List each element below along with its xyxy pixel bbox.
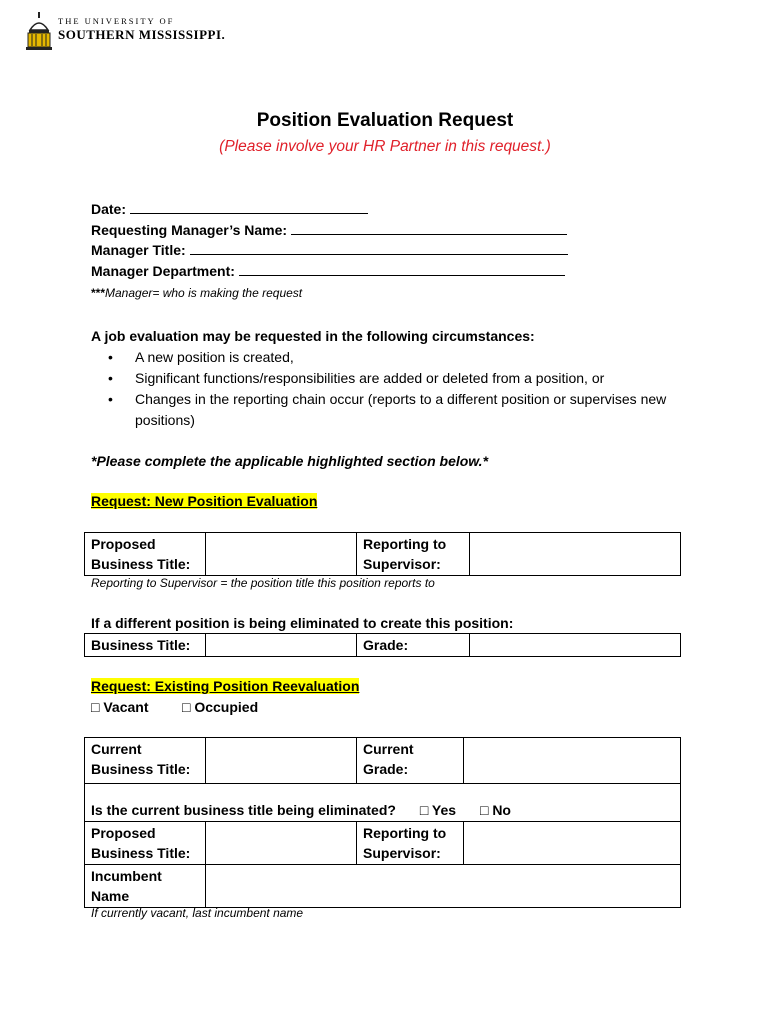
manager-department-field[interactable] [91, 263, 565, 279]
logo-line2: SOUTHERN MISSISSIPPI. [58, 27, 226, 42]
new-position-heading-text: Request: New Position Evaluation [91, 493, 318, 509]
current-grade-line2: Grade: [363, 761, 409, 777]
dome-icon [26, 12, 52, 52]
grade-label: Grade: [357, 634, 470, 657]
reporting-label-line1: Reporting to [363, 536, 447, 552]
logo-line1: THE UNIVERSITY OF [58, 16, 175, 26]
reporting-label-line2: Supervisor: [363, 556, 441, 572]
list-item: • A new position is created, [108, 347, 708, 368]
reporting-line2: Supervisor: [363, 845, 441, 861]
manager-department-blank[interactable] [239, 263, 565, 276]
circumstances-heading: A job evaluation may be requested in the following circumstances: [91, 328, 535, 344]
existing-position-table [84, 737, 681, 908]
reporting-note: Reporting to Supervisor = the position title this position reports to [91, 576, 435, 590]
manager-title-label: Manager Title: [91, 242, 186, 258]
current-title-label [85, 738, 206, 784]
note-text: Manager= who is making the request [105, 286, 303, 300]
occupied-checkbox[interactable]: □ Occupied [182, 699, 259, 715]
incumbent-line2: Name [91, 888, 130, 904]
manager-title-field[interactable] [91, 242, 568, 258]
proposed-label-line2: Business Title: [91, 556, 191, 572]
reporting-label-2 [357, 822, 464, 865]
current-title-line1: Current [91, 741, 142, 757]
proposed-label-line1: Proposed [91, 536, 156, 552]
reporting-input[interactable] [470, 533, 681, 576]
current-grade-line1: Current [363, 741, 414, 757]
eliminated-question: Is the current business title being eliminated? [91, 802, 396, 818]
business-title-label: Business Title: [85, 634, 206, 657]
manager-department-label: Manager Department: [91, 263, 235, 279]
eliminated-table [84, 633, 681, 657]
list-item: • Significant functions/responsibilities are added or deleted from a position, or [108, 368, 708, 389]
proposed-title-line2: Business Title: [91, 845, 191, 861]
document-subtitle: (Please involve your HR Partner in this request.) [219, 138, 551, 155]
reporting-label [357, 533, 470, 576]
manager-name-blank[interactable] [291, 222, 567, 235]
grade-input[interactable] [470, 634, 681, 657]
reporting-line1: Reporting to [363, 825, 447, 841]
incumbent-input[interactable] [206, 865, 681, 908]
no-checkbox[interactable]: □ No [479, 802, 511, 818]
incumbent-note: If currently vacant, last incumbent name [91, 906, 304, 920]
date-field[interactable] [91, 201, 368, 217]
note-stars: *** [91, 286, 106, 300]
new-position-heading [91, 493, 317, 509]
proposed-title-label-2 [85, 822, 206, 865]
current-title-line2: Business Title: [91, 761, 191, 777]
proposed-title-input[interactable] [206, 533, 357, 576]
yes-checkbox[interactable]: □ Yes [419, 802, 457, 818]
circumstances-list [108, 347, 708, 431]
university-logo [26, 12, 256, 54]
manager-name-field[interactable] [91, 222, 567, 238]
current-title-input[interactable] [206, 738, 357, 784]
current-grade-label [357, 738, 464, 784]
manager-note [91, 286, 302, 300]
date-label: Date: [91, 201, 127, 217]
current-grade-input[interactable] [464, 738, 681, 784]
vacant-checkbox[interactable]: □ Vacant [91, 699, 149, 715]
manager-name-label: Requesting Manager’s Name: [91, 222, 288, 238]
incumbent-line1: Incumbent [91, 868, 162, 884]
incumbent-label [85, 865, 206, 908]
manager-title-blank[interactable] [190, 242, 568, 255]
eliminated-question-row [85, 784, 681, 822]
eliminated-heading: If a different position is being eliminated to create this position: [91, 615, 514, 631]
document-title: Position Evaluation Request [256, 110, 514, 131]
reporting-input-2[interactable] [464, 822, 681, 865]
date-blank[interactable] [130, 201, 368, 214]
business-title-input[interactable] [206, 634, 357, 657]
existing-position-heading [91, 678, 359, 694]
proposed-title-line1: Proposed [91, 825, 156, 841]
proposed-title-input-2[interactable] [206, 822, 357, 865]
proposed-title-label [85, 533, 206, 576]
list-item: • Changes in the reporting chain occur (reports to a different position or supervises new positions) [108, 389, 708, 431]
new-position-table [84, 532, 681, 576]
existing-position-heading-text: Request: Existing Position Reevaluation [91, 678, 360, 694]
instruction-text: *Please complete the applicable highlighted section below.* [91, 453, 489, 469]
